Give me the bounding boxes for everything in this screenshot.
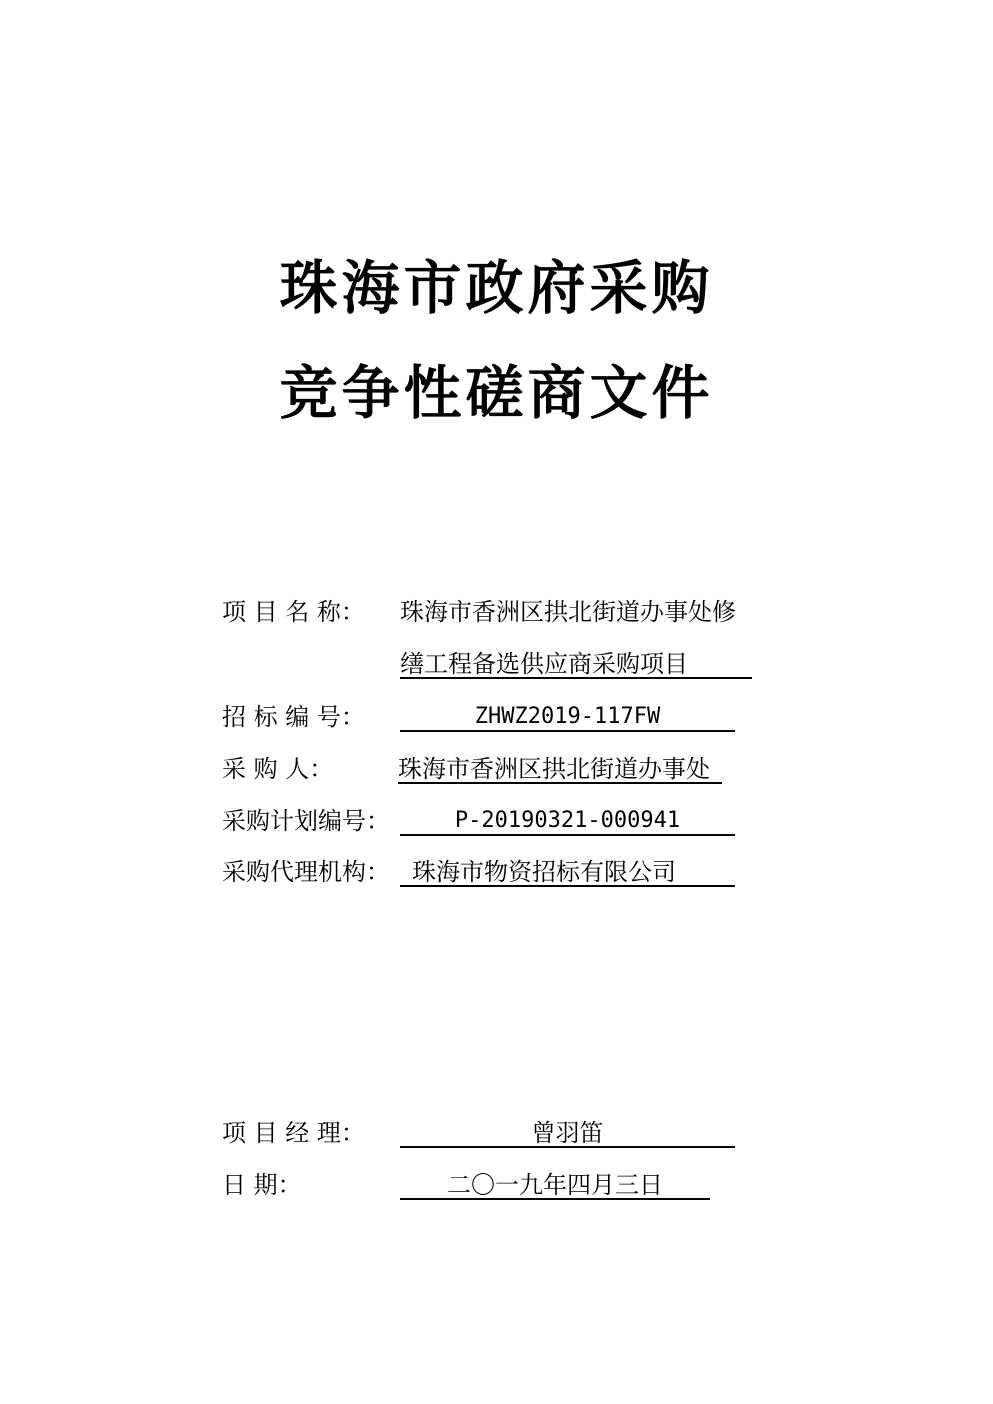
project-manager-value: 曾羽笛 [531, 1119, 604, 1147]
project-name-value-line2: 缮工程备选供应商采购项目 [400, 650, 688, 678]
project-name-label: 项 目 名 称： [222, 598, 365, 626]
bid-number-underline [400, 730, 735, 732]
bid-number-value: ZHWZ2019-117FW [474, 704, 661, 729]
date-value: 二〇一九年四月三日 [447, 1171, 663, 1199]
agency-label: 采购代理机构： [222, 858, 390, 886]
project-name-underline [400, 677, 752, 679]
date-underline [400, 1198, 710, 1200]
document-title-line1: 珠海市政府采购 [279, 254, 714, 322]
agency-underline [400, 885, 735, 887]
project-name-value-line1: 珠海市香洲区拱北街道办事处修 [400, 598, 736, 626]
purchaser-label: 采 购 人： [222, 755, 334, 783]
agency-value: 珠海市物资招标有限公司 [412, 858, 676, 886]
purchaser-underline [398, 782, 722, 784]
project-manager-label: 项 目 经 理： [222, 1119, 365, 1147]
purchaser-value: 珠海市香洲区拱北街道办事处 [398, 755, 710, 783]
document-title-line2: 竞争性磋商文件 [279, 359, 714, 427]
plan-number-underline [400, 834, 735, 836]
date-label: 日 期： [222, 1171, 302, 1199]
plan-number-label: 采购计划编号： [222, 807, 390, 835]
plan-number-value: P-20190321-000941 [454, 808, 681, 833]
bid-number-label: 招 标 编 号： [222, 703, 365, 731]
project-manager-underline [400, 1146, 735, 1148]
